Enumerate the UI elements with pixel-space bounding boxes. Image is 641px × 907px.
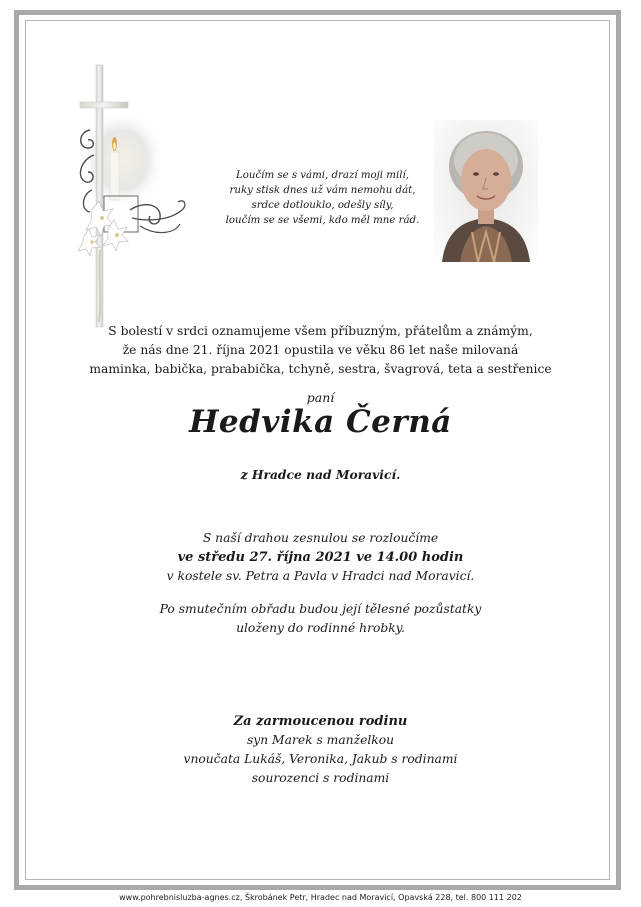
funeral-service-footer: www.pohrebnisluzba-agnes.cz, Škrobánek Petr, Hradec nad Moravicí, Opavská 228, tel. 800 111 202 [119, 893, 522, 902]
deceased-origin: z Hradce nad Moravicí. [240, 467, 401, 482]
family-member: syn Marek s manželkou [246, 733, 395, 747]
deceased-name: Hedvika Černá [189, 404, 452, 440]
funeral-details [40, 529, 601, 586]
cross-candle-icon [70, 60, 195, 335]
honorific: paní [306, 390, 335, 405]
announcement-line: S bolestí v srdci oznamujeme všem příbuzným, přátelům a známým, [108, 324, 533, 338]
remains-line: Po smutečním obřadu budou její tělesné pozůstatky [159, 602, 482, 616]
mourning-family [40, 712, 601, 788]
deceased-portrait [434, 120, 538, 262]
funeral-place: v kostele sv. Petra a Pavla v Hradci nad Moravicí. [166, 569, 475, 583]
poem-line: loučím se se všemi, kdo měl mne rád. [225, 215, 420, 226]
poem-line: ruky stisk dnes už vám nemohu dát, [229, 185, 416, 196]
remains-notice [40, 600, 601, 638]
funeral-intro: S naší drahou zesnulou se rozloučíme [202, 531, 439, 545]
announcement-line: maminka, babička, prababička, tchyně, sestra, švagrová, teta a sestřenice [89, 362, 552, 376]
farewell-poem [200, 168, 445, 228]
family-member: sourozenci s rodinami [251, 771, 390, 785]
family-member: vnoučata Lukáš, Veronika, Jakub s rodinami [183, 752, 458, 766]
poem-line: srdce dotlouklo, odešly síly, [251, 200, 394, 211]
announcement-line: že nás dne 21. října 2021 opustila ve věku 86 let naše milovaná [122, 343, 519, 357]
death-announcement [40, 322, 601, 379]
remains-line: uloženy do rodinné hrobky. [236, 621, 405, 635]
portrait-image [434, 120, 538, 262]
funeral-datetime: ve středu 27. října 2021 ve 14.00 hodin [177, 550, 464, 565]
poem-line: Loučím se s vámi, drazí moji milí, [236, 170, 409, 181]
family-heading: Za zarmoucenou rodinu [233, 714, 408, 729]
